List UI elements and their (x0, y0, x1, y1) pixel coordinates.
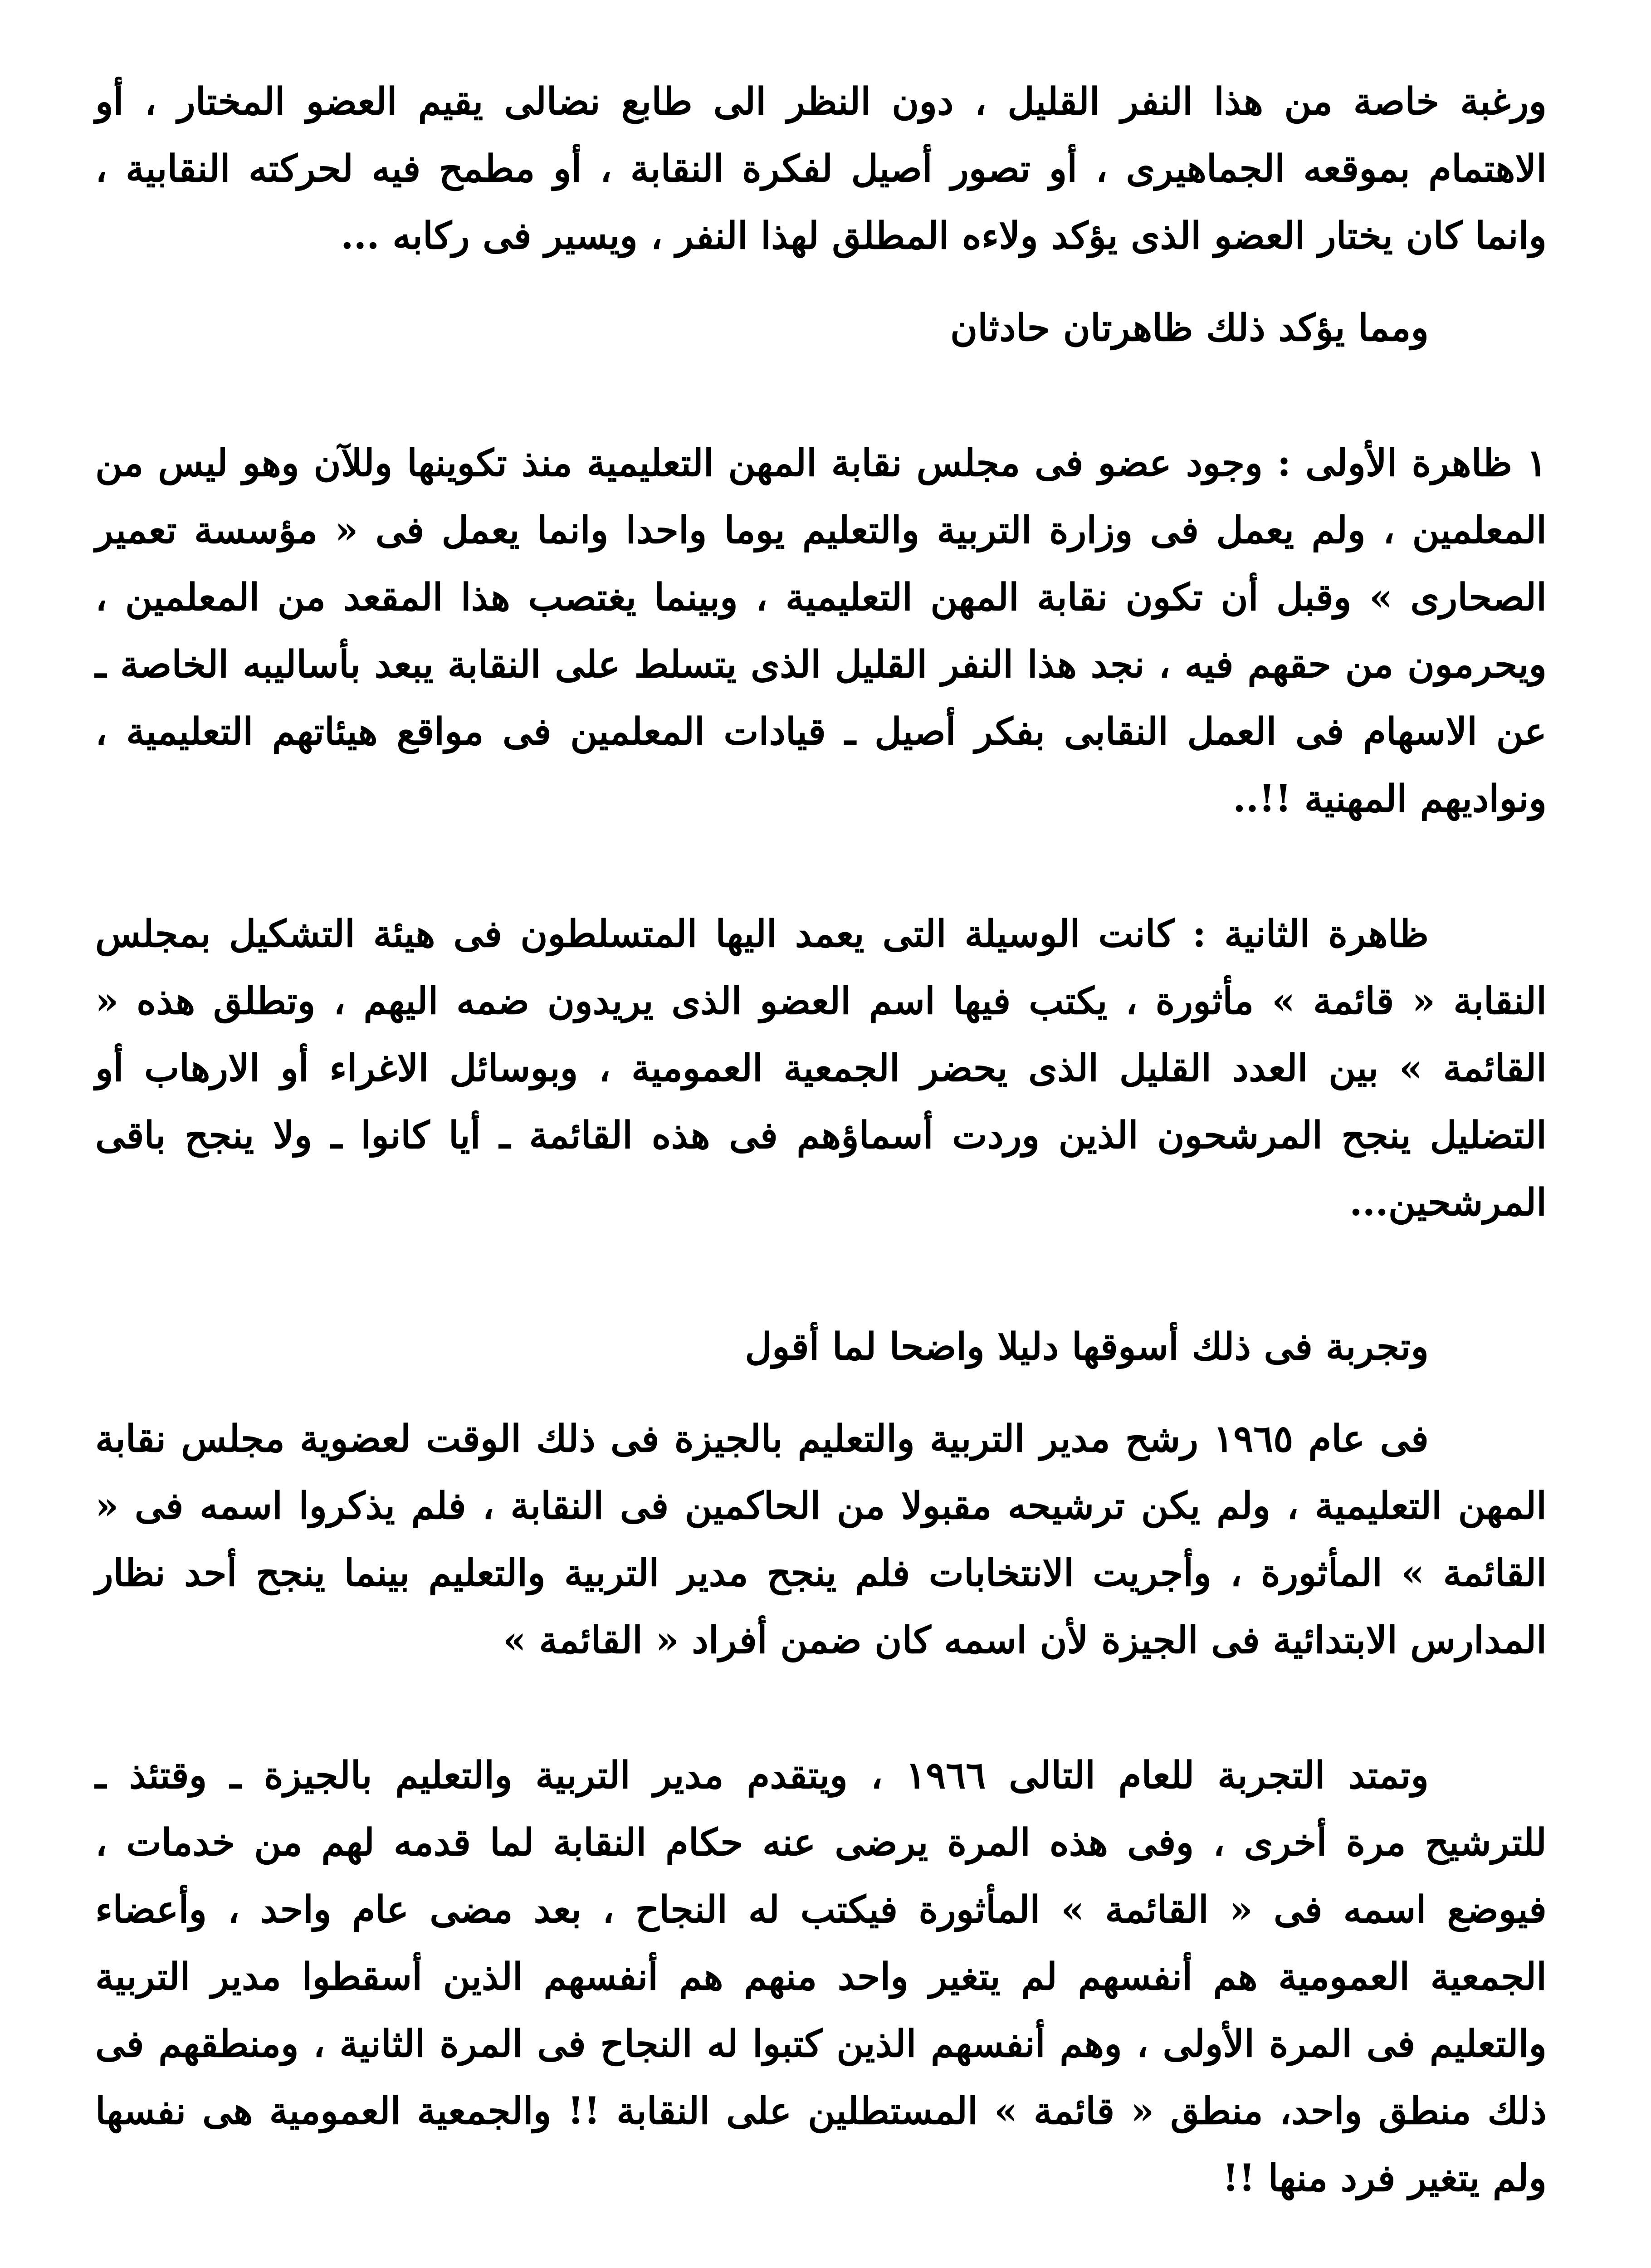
paragraph-text: فى عام ١٩٦٥ رشح مدير التربية والتعليم بالجيزة فى ذلك الوقت لعضوية مجلس نقابة المهن التعليمية ، ولم يكن ترشيحه مقبولا من الحاكمين فى النقابة ، فلم يذكروا اسمه فى « القائمة » المأثورة ، وأجريت الانتخابات فلم ينجح مدير التربية والتعليم بينما ينجح أحد نظار المدارس الابتدائية فى الجيزة لأن اسمه كان ضمن أفراد « القائمة » (95, 1417, 1547, 1662)
paragraph-lead: ظاهرة الثانية : (1192, 912, 1429, 956)
paragraph-1965 (95, 1405, 1547, 1674)
paragraph-lead: ١ ظاهرة الأولى : (1277, 441, 1547, 485)
paragraph-text: ورغبة خاصة من هذا النفر القليل ، دون النظر الى طابع نضالى يقيم العضو المختار ، أو الاهتمام بموقعه الجماهيرى ، أو تصور أصيل لفكرة النقابة ، أو مطمح فيه لحركته النقابية ، وانما كان يختار العضو الذى يؤكد ولاءه المطلق لهذا النفر ، ويسير فى ركابه ... (95, 80, 1547, 258)
paragraph-two-phenomena (95, 294, 1547, 362)
paragraph-intro (95, 68, 1547, 269)
paragraph-text: كانت الوسيلة التى يعمد اليها المتسلطون فى هيئة التشكيل بمجلس النقابة « قائمة » مأثورة ، يكتب فيها اسم العضو الذى يريدون ضمه اليهم ، وتطلق هذه « القائمة » بين العدد القليل الذى يحضر الجمعية العمومية ، وبوسائل الاغراء أو الارهاب أو التضليل ينجح المرشحون الذين وردت أسماؤهم فى هذه القائمة ـ أيا كانوا ـ ولا ينجح باقى المرشحين... (95, 912, 1547, 1224)
paragraph-text: وتجربة فى ذلك أسوقها دليلا واضحا لما أقول (745, 1325, 1429, 1369)
paragraph-text: وتمتد التجربة للعام التالى ١٩٦٦ ، ويتقدم مدير التربية والتعليم بالجيزة ـ وقتئذ ـ للترشيح مرة أخرى ، وفى هذه المرة يرضى عنه حكام النقابة لما قدمه لهم من خدمات ، فيوضع اسمه فى « القائمة » المأثورة فيكتب له النجاح ، بعد مضى عام واحد ، وأعضاء الجمعية العمومية هم أنفسهم لم يتغير واحد منهم هم أنفسهم الذين أسقطوا مدير التربية والتعليم فى المرة الأولى ، وهم أنفسهم الذين كتبوا له النجاح فى المرة الثانية ، ومنطقهم فى ذلك منطق واحد، منطق « قائمة » المستطلين على النقابة !! والجمعية العمومية هى نفسها ولم يتغير فرد منها !! (95, 1754, 1547, 2200)
paragraph-text: ومما يؤكد ذلك ظاهرتان حادثان (950, 306, 1429, 350)
paragraph-1966 (95, 1742, 1547, 2212)
paragraph-second-phenomenon (95, 900, 1547, 1236)
paragraph-experience-intro (95, 1313, 1547, 1380)
paragraph-first-phenomenon (95, 430, 1547, 832)
paragraph-text: وجود عضو فى مجلس نقابة المهن التعليمية منذ تكوينها وللآن وهو ليس من المعلمين ، ولم يعمل فى وزارة التربية والتعليم يوما واحدا وانما يعمل فى « مؤسسة تعمير الصحارى » وقبل أن تكون نقابة المهن التعليمية ، وبينما يغتصب هذا المقعد من المعلمين ، ويحرمون من حقهم فيه ، نجد هذا النفر القليل الذى يتسلط على النقابة يبعد بأساليبه الخاصة ـ عن الاسهام فى العمل النقابى بفكر أصيل ـ قيادات المعلمين فى مواقع هيئاتهم التعليمية ، ونواديهم المهنية !!.. (95, 441, 1547, 821)
